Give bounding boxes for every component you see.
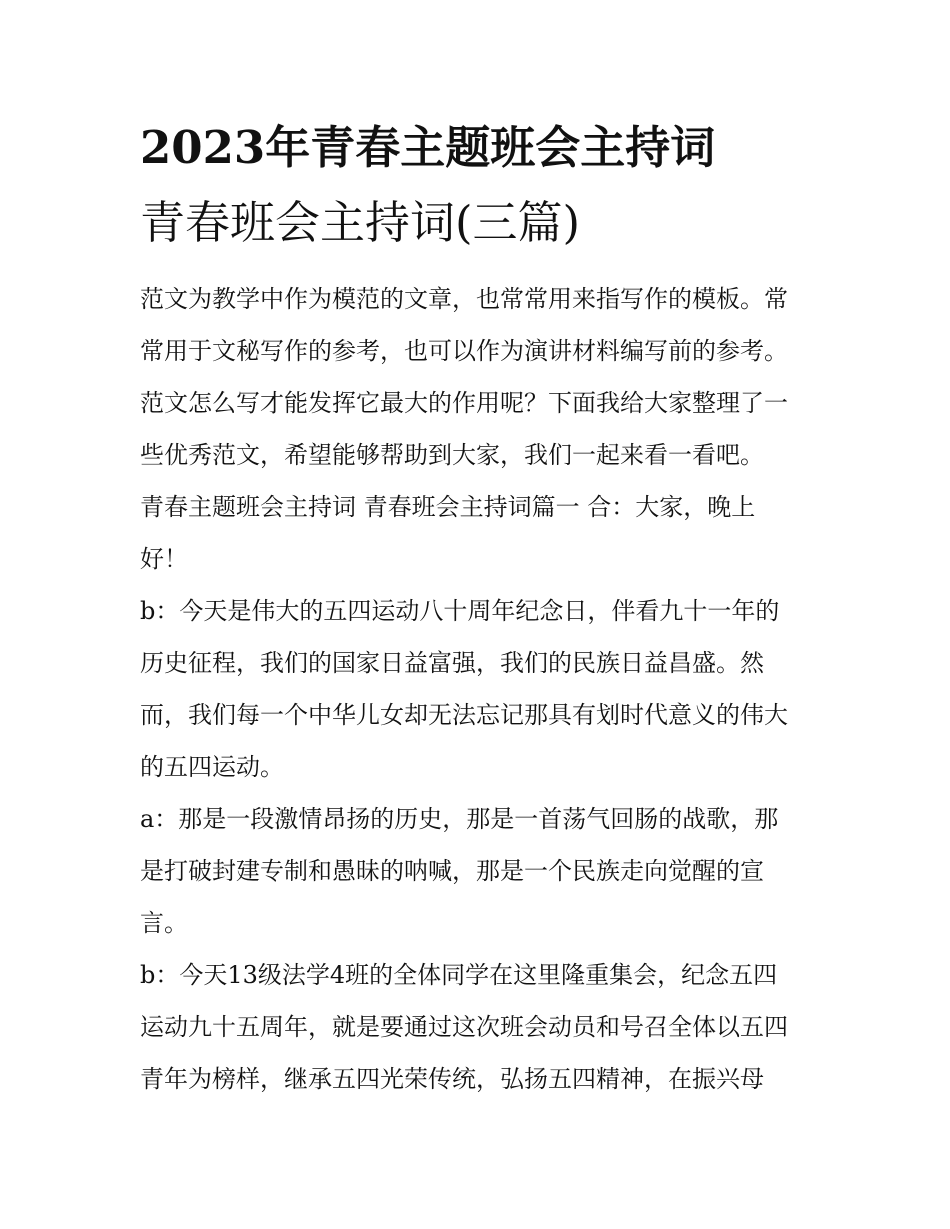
body-line: 青年为榜样，继承五四光荣传统，弘扬五四精神，在振兴母 bbox=[140, 1065, 764, 1093]
body-line: 的五四运动。 bbox=[140, 753, 284, 781]
body-line: 范文为教学中作为模范的文章，也常常用来指写作的模板。常 bbox=[140, 285, 788, 313]
body-line: 运动九十五周年，就是要通过这次班会动员和号召全体以五四 bbox=[140, 1013, 788, 1041]
body-line: 历史征程，我们的国家日益富强，我们的民族日益昌盛。然 bbox=[140, 649, 764, 677]
body-line: b：今天是伟大的五四运动八十周年纪念日，伴看九十一年的 bbox=[140, 597, 780, 625]
document-title: 2023年青春主题班会主持词 bbox=[140, 121, 716, 174]
body-line: a：那是一段激情昂扬的历史，那是一首荡气回肠的战歌，那 bbox=[140, 805, 779, 833]
body-line: 言。 bbox=[140, 909, 188, 937]
body-line: 些优秀范文，希望能够帮助到大家，我们一起来看一看吧。 bbox=[140, 441, 764, 469]
document-body bbox=[140, 273, 820, 1105]
body-line: 好！ bbox=[140, 545, 188, 573]
body-line: 是打破封建专制和愚昧的呐喊，那是一个民族走向觉醒的宣 bbox=[140, 857, 764, 885]
document-subtitle: 青春班会主持词(三篇) bbox=[140, 196, 581, 249]
body-line: 常用于文秘写作的参考，也可以作为演讲材料编写前的参考。 bbox=[140, 337, 788, 365]
body-line: 范文怎么写才能发挥它最大的作用呢？下面我给大家整理了一 bbox=[140, 389, 788, 417]
body-line: 而，我们每一个中华儿女却无法忘记那具有划时代意义的伟大 bbox=[140, 701, 788, 729]
body-line: b：今天13级法学4班的全体同学在这里隆重集会，纪念五四 bbox=[140, 961, 778, 989]
body-line: 青春主题班会主持词 青春班会主持词篇一 合：大家，晚上 bbox=[140, 493, 756, 521]
